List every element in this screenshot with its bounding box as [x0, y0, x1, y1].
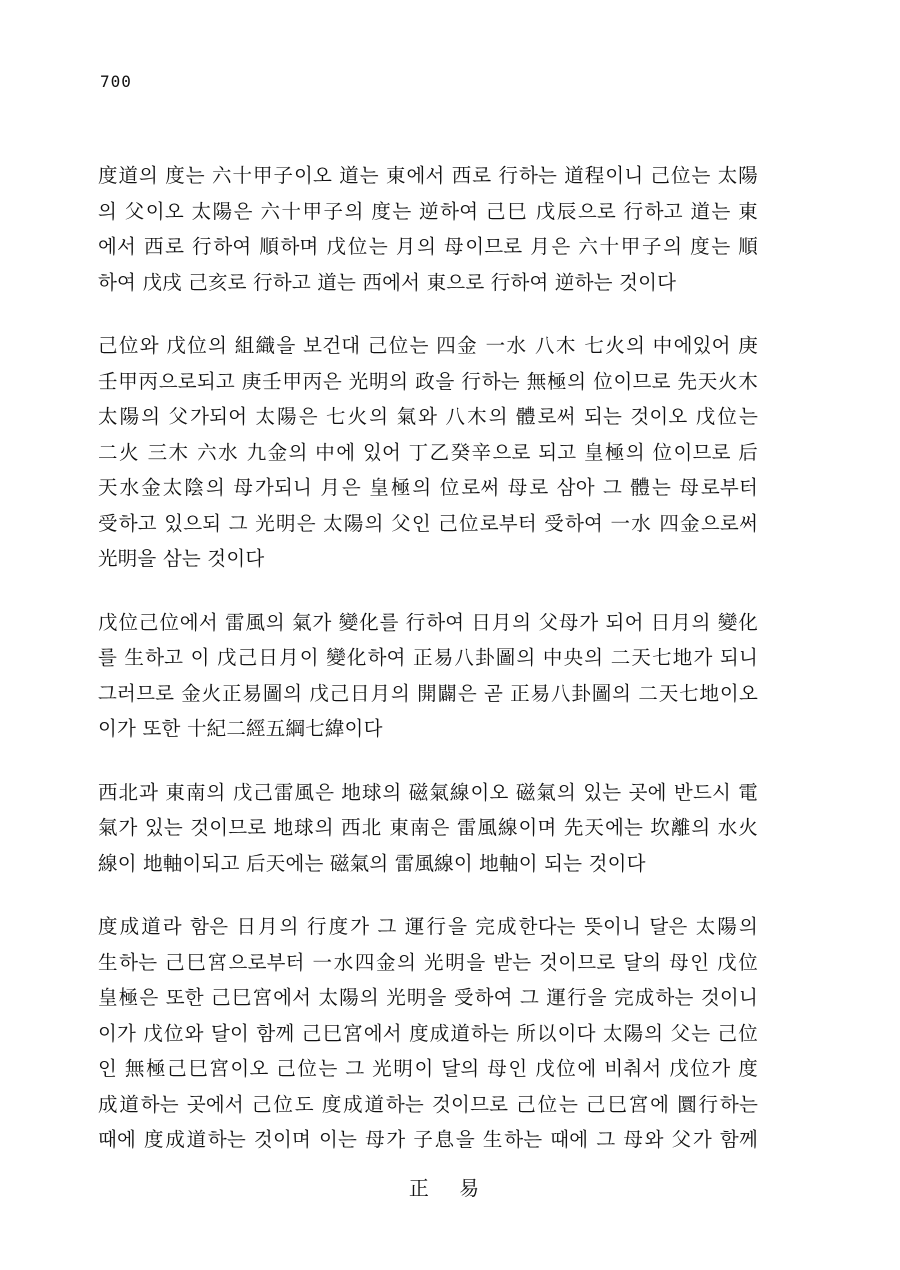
text-line: 의 父이오 太陽은 六十甲子의 度는 逆하여 己巳 戊辰으로 行하고 道는 東 [98, 199, 758, 223]
text-line: 線이 地軸이되고 后天에는 磁氣의 雷風線이 地軸이 되는 것이다 [98, 851, 646, 875]
text-line: 天水金太陰의 母가되니 月은 皇極의 位로써 母로 삼아 그 體는 母로부터 [98, 476, 758, 499]
text-line: 戊位己位에서 雷風의 氣가 變化를 行하여 日月의 父母가 되어 日月의 變化 [98, 610, 758, 634]
text-line: 受하고 있으되 그 光明은 太陽의 父인 己位로부터 受하여 一水 四金으로써 [98, 511, 758, 535]
paragraph-1 [98, 158, 758, 300]
paragraph-2 [98, 328, 758, 577]
paragraph-4 [98, 775, 758, 882]
page-footer: 正 易 [408, 1176, 492, 1200]
text-line: 이가 또한 十紀二經五綱七緯이다 [98, 717, 383, 740]
paragraph-3 [98, 605, 758, 747]
text-line: 그러므로 金火正易圖의 戊己日月의 開闢은 곧 正易八卦圖의 二天七地이오 [98, 681, 758, 705]
text-line: 生하는 己巳宮으로부터 一水四金의 光明을 받는 것이므로 달의 母인 戊位 [98, 950, 758, 974]
body-text [98, 158, 758, 1186]
text-line: 度道의 度는 六十甲子이오 道는 東에서 西로 行하는 道程이니 己位는 太陽 [98, 164, 758, 187]
text-line: 西北과 東南의 戊己雷風은 地球의 磁氣線이오 磁氣의 있는 곳에 반드시 電 [98, 780, 758, 804]
text-line: 氣가 있는 것이므로 地球의 西北 東南은 雷風線이며 先天에는 坎離의 水火 [98, 816, 758, 839]
text-line: 二火 三木 六水 九金의 中에 있어 丁乙癸辛으로 되고 皇極의 位이므로 后 [98, 440, 758, 464]
text-line: 를 生하고 이 戊己日月이 變化하여 正易八卦圖의 中央의 二天七地가 되니 [98, 646, 758, 669]
text-line: 度成道라 함은 日月의 行度가 그 運行을 完成한다는 뜻이니 달은 太陽의 [98, 915, 758, 938]
text-line: 인 無極己巳宮이오 己位는 그 光明이 달의 母인 戊位에 비춰서 戊位가 度 [98, 1057, 758, 1080]
text-line: 皇極은 또한 己巳宮에서 太陽의 光明을 受하여 그 運行을 完成하는 것이니 [98, 986, 758, 1009]
text-line: 이가 戊位와 달이 함께 己巳宮에서 度成道하는 所以이다 太陽의 父는 己位 [98, 1021, 758, 1045]
text-line: 壬甲丙으로되고 庚壬甲丙은 光明의 政을 行하는 無極의 位이므로 先天火木 [98, 369, 758, 393]
paragraph-5 [98, 909, 758, 1158]
text-line: 光明을 삼는 것이다 [98, 547, 265, 570]
text-line: 己位와 戊位의 組織을 보건대 己位는 四金 一水 八木 七火의 中에있어 庚 [98, 334, 758, 357]
text-line: 太陽의 父가되어 太陽은 七火의 氣와 八木의 體로써 되는 것이오 戊位는 [98, 405, 758, 428]
page-number: 700 [100, 72, 132, 91]
text-line: 하여 戊戌 己亥로 行하고 道는 西에서 東으로 行하여 逆하는 것이다 [98, 270, 677, 294]
text-line: 때에 度成道하는 것이며 이는 母가 子息을 生하는 때에 그 母와 父가 함께 [98, 1128, 758, 1151]
text-line: 成道하는 곳에서 己位도 度成道하는 것이므로 己位는 己巳宮에 圜行하는 [98, 1092, 758, 1116]
text-line: 에서 西로 行하여 順하며 戊位는 月의 母이므로 月은 六十甲子의 度는 順 [98, 235, 758, 258]
